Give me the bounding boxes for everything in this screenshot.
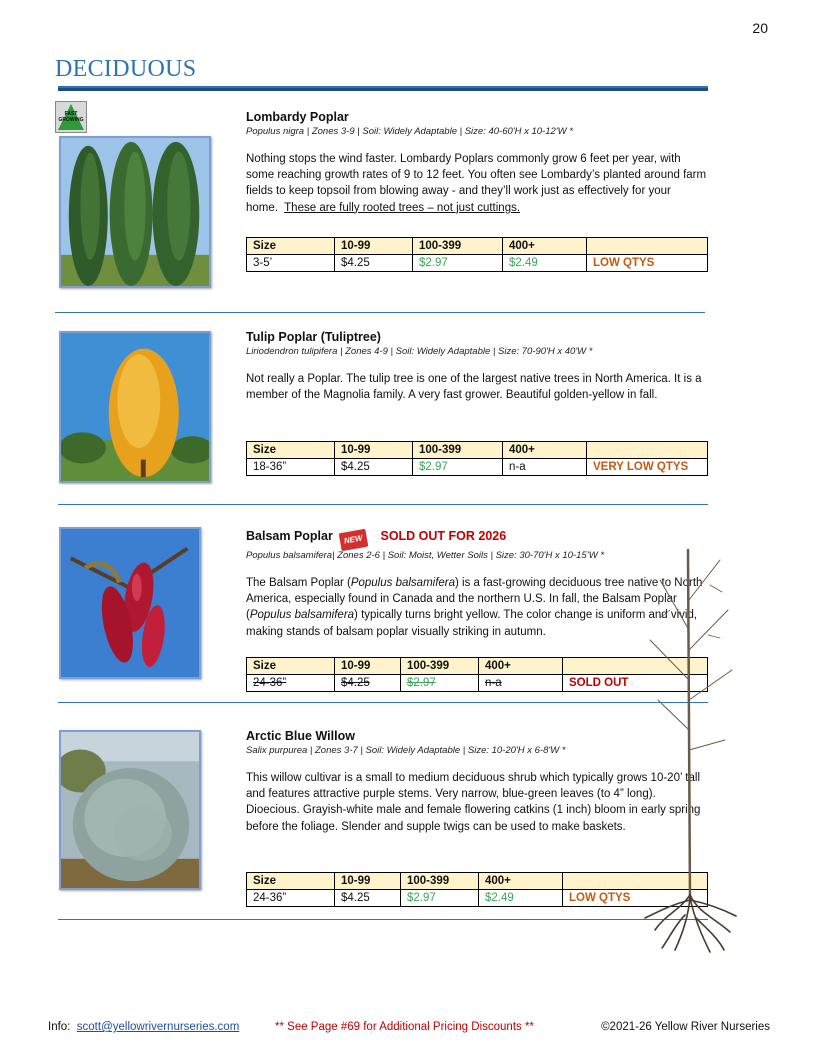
price-10-99: $4.25 (335, 675, 401, 692)
header-size: Size (247, 873, 335, 890)
table-row (247, 890, 708, 907)
table-row (247, 459, 708, 476)
arctic-blue-willow-photo (59, 730, 201, 890)
product-description: Not really a Poplar. The tulip tree is one of the largest native trees in North America. It is a member of the Magnolia family. A very fast grower. Beautiful golden-yellow in fall. (246, 373, 702, 402)
product-name: Arctic Blue Willow (246, 729, 355, 743)
price-table (246, 441, 708, 476)
price-400-plus: n-a (503, 459, 587, 476)
price-table (246, 872, 708, 907)
header-size: Size (247, 658, 335, 675)
stock-status: VERY LOW QTYS (587, 459, 708, 476)
header-10-99: 10-99 (335, 238, 413, 255)
header-status (587, 238, 708, 255)
product-lombardy-poplar (246, 109, 708, 216)
page-number: 20 (752, 20, 768, 36)
description-text: ) typically turns bright yellow. The color change is uniform and vivid, making stands of balsam poplar visually striking in autumn. (246, 609, 698, 638)
header-400-plus: 400+ (479, 658, 563, 675)
price-100-399: $2.97 (401, 890, 479, 907)
stock-status: LOW QTYS (587, 255, 708, 272)
sold-out-notice: SOLD OUT FOR 2026 (380, 529, 507, 543)
price-400-plus: n-a (479, 675, 563, 692)
divider (58, 702, 708, 703)
price-table-header (247, 873, 708, 890)
product-name: Lombardy Poplar (246, 110, 349, 124)
divider (58, 919, 708, 920)
description-text: Nothing stops the wind faster. Lombardy Poplars commonly grow 6 feet per year, with some reaching growth rates of 9 to 12 feet. You often see Lombardy’s planted around farm fields to keep topsoil from blowing away - and they’ll work just as effectively for your home. (246, 153, 707, 214)
stock-status: LOW QTYS (563, 890, 708, 907)
footer-info-label: Info: (48, 1021, 71, 1033)
badge-line-2: GROWING (58, 117, 84, 123)
header-10-99: 10-99 (335, 658, 401, 675)
header-400-plus: 400+ (479, 873, 563, 890)
divider (58, 504, 708, 505)
header-100-399: 100-399 (413, 238, 503, 255)
footer-copyright: ©2021-26 Yellow River Nurseries (601, 1021, 770, 1033)
badge-line-1: FAST (64, 111, 78, 117)
header-400-plus: 400+ (503, 238, 587, 255)
header-size: Size (247, 238, 335, 255)
price-400-plus: $2.49 (503, 255, 587, 272)
price-table-header (247, 442, 708, 459)
description-italic: Populus balsamifera (249, 609, 355, 622)
divider (55, 312, 705, 313)
header-size: Size (247, 442, 335, 459)
header-100-399: 100-399 (401, 873, 479, 890)
price-table-header (247, 238, 708, 255)
new-badge: NEW (339, 529, 368, 551)
section-title: DECIDUOUS (55, 56, 197, 82)
product-details: Populus balsamifera| Zones 2-6 | Soil: Moist, Wetter Soils | Size: 30-70'H x 10-15’W * (246, 550, 605, 561)
price-100-399: $2.97 (413, 459, 503, 476)
fast-growing-badge (55, 101, 87, 133)
size-cell: 24-36” (247, 675, 335, 692)
table-row (247, 255, 708, 272)
description-text: ) is a fast-growing deciduous tree native to North America, especially found in Canada and the northern U.S. In fall, the Balsam Poplar ( (246, 577, 703, 622)
product-name-row (246, 528, 708, 549)
product-name: Balsam Poplar (246, 529, 333, 543)
product-arctic-blue-willow (246, 728, 708, 835)
header-400-plus: 400+ (503, 442, 587, 459)
description-text: The Balsam Poplar ( (246, 577, 351, 589)
price-400-plus: $2.49 (479, 890, 563, 907)
footer-email-link[interactable]: scott@yellowrivernurseries.com (76, 1021, 240, 1033)
header-100-399: 100-399 (413, 442, 503, 459)
size-cell: 24-36” (247, 890, 335, 907)
header-100-399: 100-399 (401, 658, 479, 675)
price-table (246, 657, 708, 692)
header-status (587, 442, 708, 459)
price-table-header (247, 658, 708, 675)
size-cell: 18-36” (247, 459, 335, 476)
description-underlined: These are fully rooted trees – not just cuttings. (284, 201, 521, 214)
product-details: Salix purpurea | Zones 3-7 | Soil: Widely Adaptable | Size: 10-20'H x 6-8'W * (246, 745, 566, 756)
product-details: Liriodendron tulipifera | Zones 4-9 | Soil: Widely Adaptable | Size: 70-90'H x 40'W * (246, 346, 593, 357)
product-name: Tulip Poplar (Tuliptree) (246, 330, 381, 344)
footer-discount-note: ** See Page #69 for Additional Pricing Discounts ** (275, 1021, 534, 1033)
price-10-99: $4.25 (335, 459, 413, 476)
bare-root-sapling-illustration (640, 540, 740, 960)
product-description (246, 151, 708, 216)
title-rule-thick (58, 88, 708, 91)
header-10-99: 10-99 (335, 442, 413, 459)
header-10-99: 10-99 (335, 873, 401, 890)
footer-contact (48, 1021, 239, 1033)
table-row (247, 675, 708, 692)
product-balsam-poplar (246, 528, 708, 640)
price-table (246, 237, 708, 272)
price-100-399: $2.97 (401, 675, 479, 692)
product-description: This willow cultivar is a small to medium deciduous shrub which typically grows 10-20’ tall and features attractive purple stems. Very narrow, blue-green leaves (to 4” long). Dioecious. Grayish-white male and female flowering catkins (1 inch) bloom in early spring before the foliage. Slender and supple twigs can be used to make baskets. (246, 772, 701, 833)
size-cell: 3-5’ (247, 255, 335, 272)
price-10-99: $4.25 (335, 890, 401, 907)
product-description (246, 575, 708, 640)
product-details: Populus nigra | Zones 3-9 | Soil: Widely Adaptable | Size: 40-60'H x 10-12'W * (246, 126, 573, 137)
lombardy-poplar-photo (59, 136, 211, 288)
product-tulip-poplar (246, 329, 708, 403)
tulip-poplar-photo (59, 331, 211, 483)
balsam-poplar-photo (59, 527, 201, 679)
price-100-399: $2.97 (413, 255, 503, 272)
stock-status: SOLD OUT (563, 675, 708, 692)
description-italic: Populus balsamifera (350, 577, 456, 589)
price-10-99: $4.25 (335, 255, 413, 272)
